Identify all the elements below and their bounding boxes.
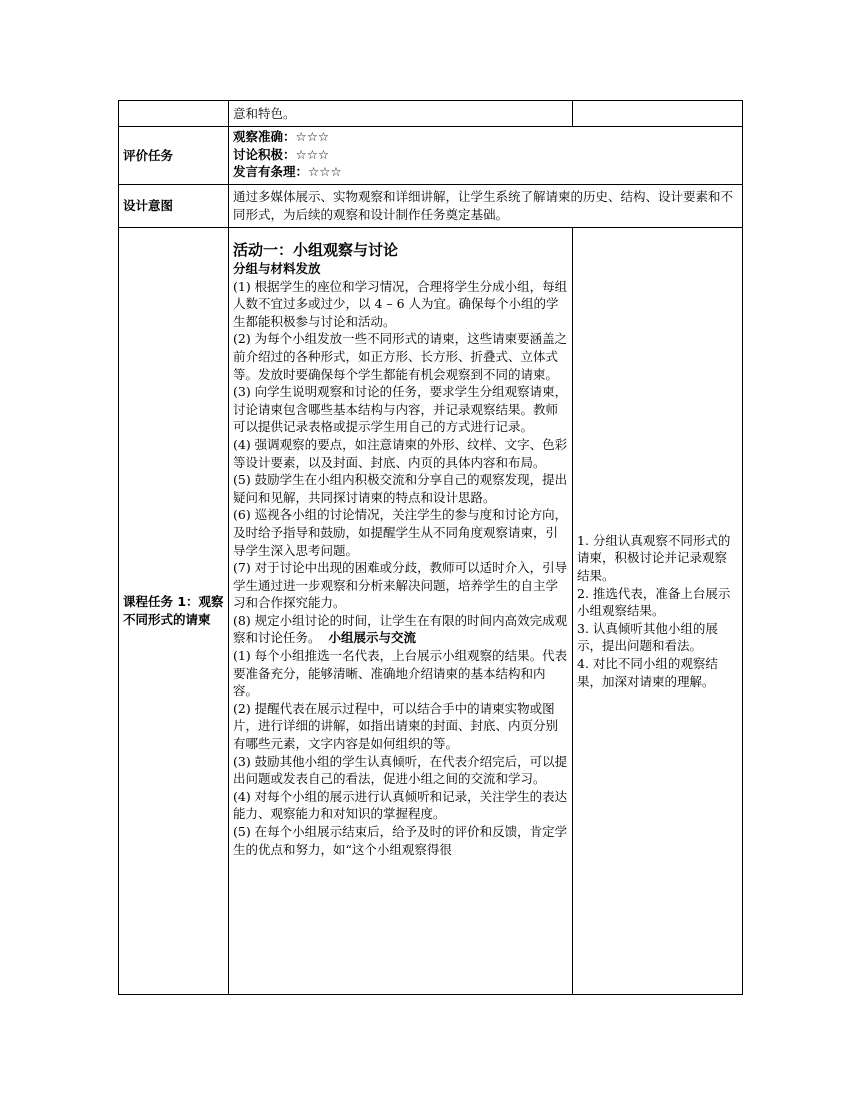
lesson-plan-table — [118, 100, 743, 995]
student-item: 4. 对比不同小组的观察结果，加深对请柬的理解。 — [577, 655, 718, 689]
paragraph: (8) 规定小组讨论的时间，让学生在有限的时间内高效完成观察和讨论任务。 小组展示与交流 — [233, 612, 568, 646]
activity-title: 活动一：小组观察与讨论 — [233, 241, 399, 259]
paragraph: (3) 向学生说明观察和讨论的任务，要求学生分组观察请柬，讨论请柬包含哪些基本结构与内容，并记录观察结果。教师可以提供记录表格或提示学生用自己的方式进行记录。 — [233, 384, 568, 435]
eval-item: 观察准确：☆☆☆ — [233, 129, 330, 144]
eval-item: 发言有条理：☆☆☆ — [233, 164, 342, 180]
paragraph: (3) 鼓励其他小组的学生认真倾听，在代表介绍完后，可以提出问题或发表自己的看法，促进小组之间的交流和学习。 — [233, 753, 568, 787]
paragraph: (4) 强调观察的要点，如注意请柬的外形、纹样、文字、色彩等设计要素，以及封面、封底、内页的具体内容和布局。 — [233, 436, 568, 470]
design-text: 通过多媒体展示、实物观察和详细讲解，让学生系统了解请柬的历史、结构、设计要素和不同形式，为后续的观察和设计制作任务奠定基础。 — [229, 185, 743, 228]
task-label: 课程任务 1：观察不同形式的请柬 — [119, 228, 229, 995]
table-row — [119, 127, 743, 185]
table-row — [119, 101, 743, 127]
design-label: 设计意图 — [119, 185, 229, 228]
eval-item: 讨论积极：☆☆☆ — [233, 146, 330, 162]
paragraph: (5) 鼓励学生在小组内积极交流和分享自己的观察发现，提出疑问和见解，共同探讨请柬的特点和设计思路。 — [233, 472, 568, 505]
eval-items — [229, 127, 743, 185]
section-heading: 小组展示与交流 — [328, 630, 416, 646]
table-row — [119, 228, 743, 995]
paragraph: (6) 巡视各小组的讨论情况，关注学生的参与度和讨论方向，及时给予指导和鼓励，如提醒学生从不同角度观察请柬，引导学生深入思考问题。 — [233, 507, 568, 558]
paragraph: (1) 根据学生的座位和学习情况，合理将学生分成小组，每组人数不宜过多或过少，以 4 – 6 人为宜。确保每个小组的学生都能积极参与讨论和活动。 — [233, 278, 568, 329]
table-row — [119, 185, 743, 228]
paragraph: (5) 在每个小组展示结束后，给予及时的评价和反馈，肯定学生的优点和努力，如“这个小组观察得很 — [233, 824, 568, 857]
student-item: 1. 分组认真观察不同形式的请柬，积极讨论并记录观察结果。 — [577, 532, 731, 584]
student-activities — [573, 228, 743, 995]
eval-label: 评价任务 — [119, 127, 229, 185]
paragraph: (1) 每个小组推选一名代表，上台展示小组观察的结果。代表要准备充分，能够清晰、准确地介绍请柬的基本结构和内容。 — [233, 648, 568, 699]
paragraph: (7) 对于讨论中出现的困难或分歧，教师可以适时介入，引导学生通过进一步观察和分析来解决问题，培养学生的自主学习和合作探究能力。 — [233, 560, 568, 611]
empty-cell — [119, 101, 229, 127]
student-item: 3. 认真倾听其他小组的展示，提出问题和看法。 — [577, 620, 718, 654]
task-content — [229, 228, 573, 995]
section-heading: 分组与材料发放 — [233, 261, 321, 276]
paragraph: (4) 对每个小组的展示进行认真倾听和记录，关注学生的表达能力、观察能力和对知识的掌握程度。 — [233, 788, 568, 822]
paragraph: (2) 为每个小组发放一些不同形式的请柬，这些请柬要涵盖之前介绍过的各种形式，如正方形、长方形、折叠式、立体式等。发放时要确保每个学生都能有机会观察到不同的请柬。 — [233, 331, 568, 382]
continuation-text: 意和特色。 — [229, 101, 573, 127]
student-item: 2. 推选代表，准备上台展示小组观察结果。 — [577, 585, 731, 619]
empty-cell — [573, 101, 743, 127]
paragraph: (2) 提醒代表在展示过程中，可以结合手中的请柬实物或图片，进行详细的讲解，如指出请柬的封面、封底、内页分别有哪些元素，文字内容是如何组织的等。 — [233, 700, 559, 752]
